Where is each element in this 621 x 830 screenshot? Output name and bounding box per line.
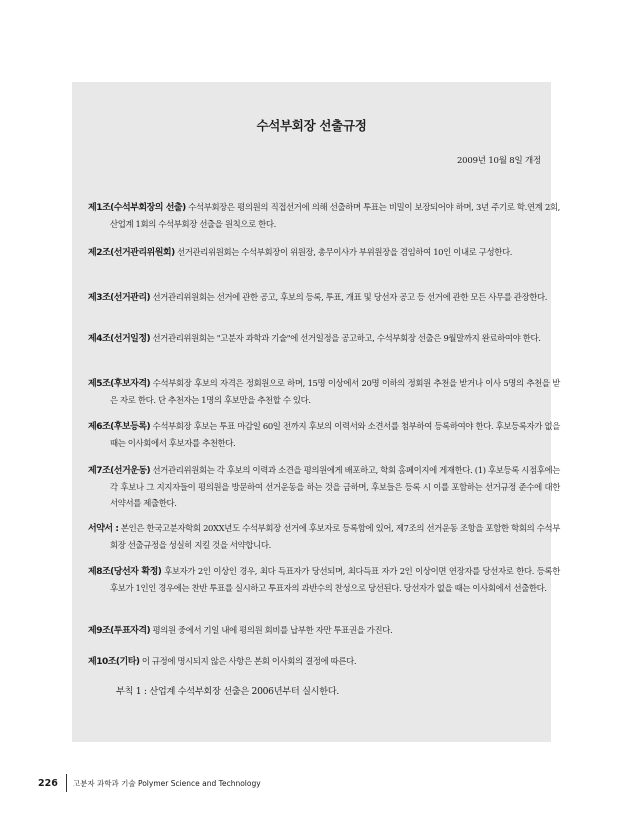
- article-body: 이 규정에 명시되지 않은 사항은 본회 이사회의 결정에 따른다.: [141, 656, 357, 666]
- article-4: [88, 330, 560, 347]
- article-body: 수석부회장은 평의원의 직접선거에 의해 선출하며 투표는 비밀이 보장되어야 하며, 3년 주기로 학.연계 2회, 산업계 1회의 수석부회장 선출을 원칙으로 한다.: [110, 202, 560, 229]
- article-heading: 제10조(기타): [88, 657, 140, 667]
- pledge: [88, 520, 560, 553]
- article-body: 선거관리위원회는 각 후보의 이력과 소견을 평의원에게 배포하고, 학회 홈페이지에 게재한다. (1) 후보등록 시점후에는 각 후보나 그 지지자들이 평의원을 방문하여 선거운동을 하는 것을 금하며, 후보들은 등록 시 이를 포함하는 선거규정 준수에 대한 서약서를 제출한다.: [110, 465, 560, 508]
- journal-name: 고분자 과학과 기술 Polymer Science and Technology: [72, 778, 261, 788]
- article-heading: 제6조(후보등록): [88, 422, 151, 432]
- article-3: [88, 289, 560, 306]
- footer-divider: [66, 774, 67, 792]
- article-2: [88, 244, 560, 261]
- article-body: 선거관리위원회는 수석부회장이 위원장, 총무이사가 부위원장을 겸임하여 10인 이내로 구성한다.: [177, 247, 513, 257]
- article-heading: 제4조(선거일정): [88, 334, 151, 344]
- supplementary-provision: 부칙 1 : 산업계 수석부회장 선출은 2006년부터 실시한다.: [116, 686, 339, 697]
- article-heading: 제8조(당선자 확정): [88, 567, 162, 577]
- content-panel: [72, 82, 551, 742]
- article-body: 수석부회장 후보의 자격은 정회원으로 하며, 15명 이상에서 20명 이하의 정회원 추천을 받거나 이사 5명의 추천을 받은 자로 한다. 단 추천자는 1명의 후보만을 추천할 수 있다.: [110, 378, 560, 405]
- revision-date: 2009년 10월 8일 개정: [456, 156, 541, 166]
- article-body: 본인은 한국고분자학회 20XX년도 수석부회장 선거에 후보자로 등록함에 있어, 제7조의 선거운동 조항을 포함한 학회의 수석부회장 선출규정을 성실히 지킬 것을 서약합니다.: [110, 523, 560, 550]
- page-number: 226: [38, 777, 58, 789]
- article-8: [88, 563, 560, 596]
- article-10: [88, 653, 560, 670]
- article-7: [88, 462, 560, 511]
- article-heading: 제7조(선거운동): [88, 466, 151, 476]
- article-heading: 서약서 :: [88, 524, 119, 534]
- page-footer: [38, 774, 261, 792]
- article-6: [88, 418, 560, 451]
- article-1: [88, 199, 560, 232]
- article-9: [88, 622, 560, 639]
- article-body: 선거관리위원회는 선거에 관한 공고, 후보의 등록, 투표, 개표 및 당선자 공고 등 선거에 관한 모든 사무를 관장한다.: [152, 292, 548, 302]
- article-heading: 제3조(선거관리): [88, 293, 151, 303]
- article-body: 평의원 중에서 기일 내에 평의원 회비를 납부한 자만 투표권을 가진다.: [152, 625, 393, 635]
- article-heading: 제5조(후보자격): [88, 379, 151, 389]
- article-body: 수석부회장 후보는 투표 마감일 60일 전까지 후보의 이력서와 소견서를 첨부하여 등록하여야 한다. 후보등록자가 없을 때는 이사회에서 후보자를 추천한다.: [110, 421, 561, 448]
- article-heading: 제9조(투표자격): [88, 626, 151, 636]
- document-title: 수석부회장 선출규정: [256, 118, 367, 133]
- article-5: [88, 375, 560, 408]
- article-heading: 제1조(수석부회장의 선출): [88, 203, 186, 213]
- article-body: 선거관리위원회는 "고분자 과학과 기술"에 선거일정을 공고하고, 수석부회장 선출은 9월말까지 완료하여야 한다.: [152, 333, 541, 343]
- article-body: 후보자가 2인 이상인 경우, 최다 득표자가 당선되며, 최다득표 자가 2인 이상이면 연장자를 당선자로 한다. 등록한 후보가 1인인 경우에는 찬반 투표를 실시하고 투표자의 과반수의 찬성으로 당선된다. 당선자가 없을 때는 이사회에서 선출한다.: [110, 566, 561, 593]
- article-heading: 제2조(선거관리위원회): [88, 248, 175, 258]
